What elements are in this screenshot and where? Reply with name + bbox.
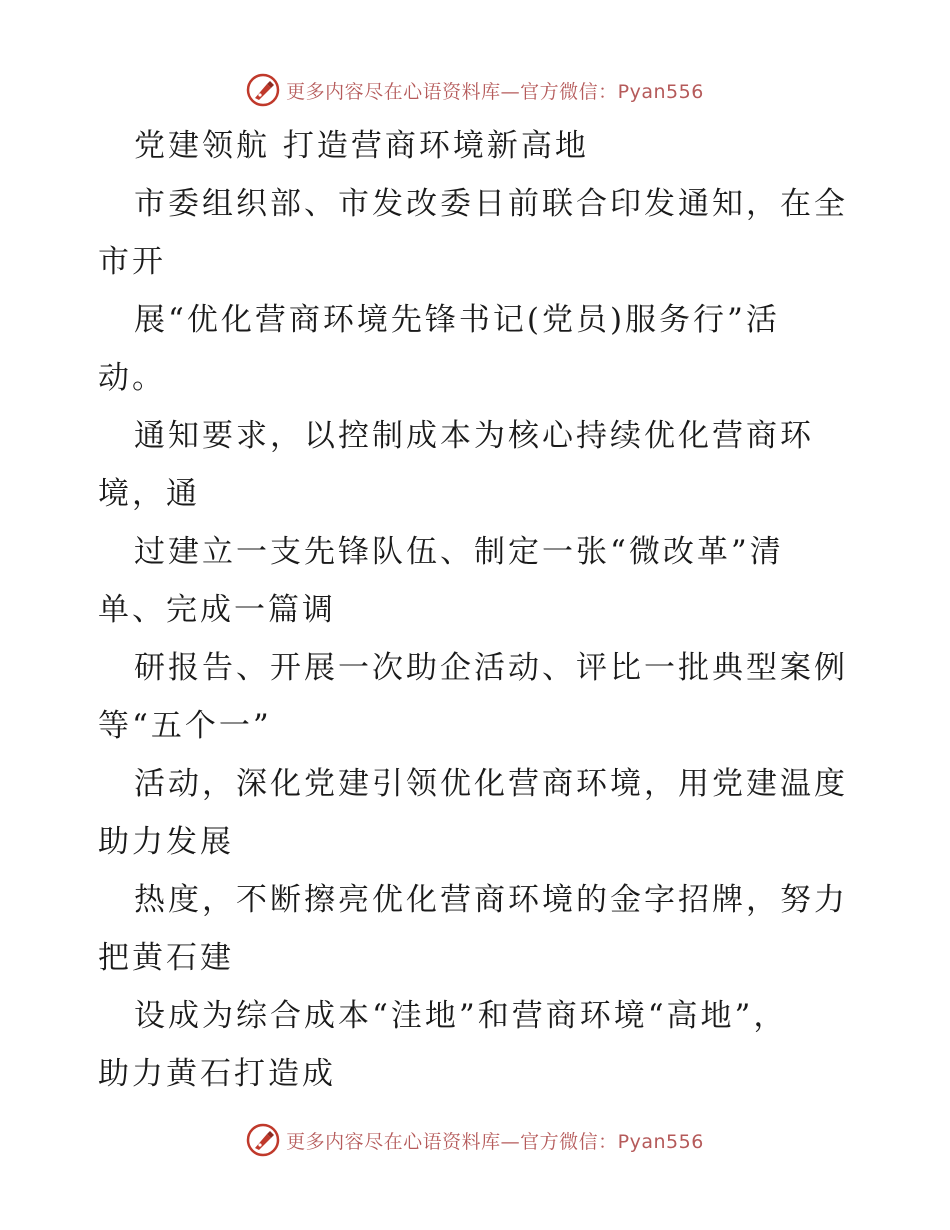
paragraph-line: 通知要求，以控制成本为核心持续优化营商环	[134, 418, 814, 454]
paragraph-line: 研报告、开展一次助企活动、评比一批典型案例	[134, 650, 848, 686]
paragraph-line: 过建立一支先锋队伍、制定一张“微改革”清	[134, 534, 784, 570]
paragraph-line: 助力发展	[98, 824, 234, 860]
paragraph-line: 展“优化营商环境先锋书记(党员)服务行”活	[134, 302, 780, 338]
paragraph-line: 市开	[98, 244, 166, 280]
footer-banner-text: 更多内容尽在心语资料库—官方微信：Pyan556	[286, 1130, 704, 1153]
header-banner-account: Pyan556	[617, 80, 704, 103]
document-title: 党建领航 打造营商环境新高地	[134, 128, 589, 164]
footer-banner-account: Pyan556	[617, 1130, 704, 1153]
paragraph-line: 把黄石建	[98, 940, 234, 976]
paragraph-line: 境，通	[98, 476, 200, 512]
paragraph-line: 单、完成一篇调	[98, 592, 336, 628]
paragraph-line: 热度，不断擦亮优化营商环境的金字招牌，努力	[134, 882, 848, 918]
pen-logo-icon	[246, 73, 280, 107]
document-body	[98, 117, 858, 1103]
paragraph-line: 设成为综合成本“洼地”和营商环境“高地”，	[134, 998, 788, 1034]
paragraph-line: 等“五个一”	[98, 708, 272, 744]
header-banner-text: 更多内容尽在心语资料库—官方微信：Pyan556	[286, 80, 704, 103]
footer-banner	[0, 1120, 950, 1160]
paragraph-line: 活动，深化党建引领优化营商环境，用党建温度	[134, 766, 848, 802]
paragraph-line: 动。	[98, 360, 166, 396]
pen-logo-icon	[246, 1123, 280, 1157]
paragraph-line: 市委组织部、市发改委日前联合印发通知，在全	[134, 186, 848, 222]
paragraph-line: 助力黄石打造成	[98, 1056, 336, 1092]
header-banner	[0, 70, 950, 110]
